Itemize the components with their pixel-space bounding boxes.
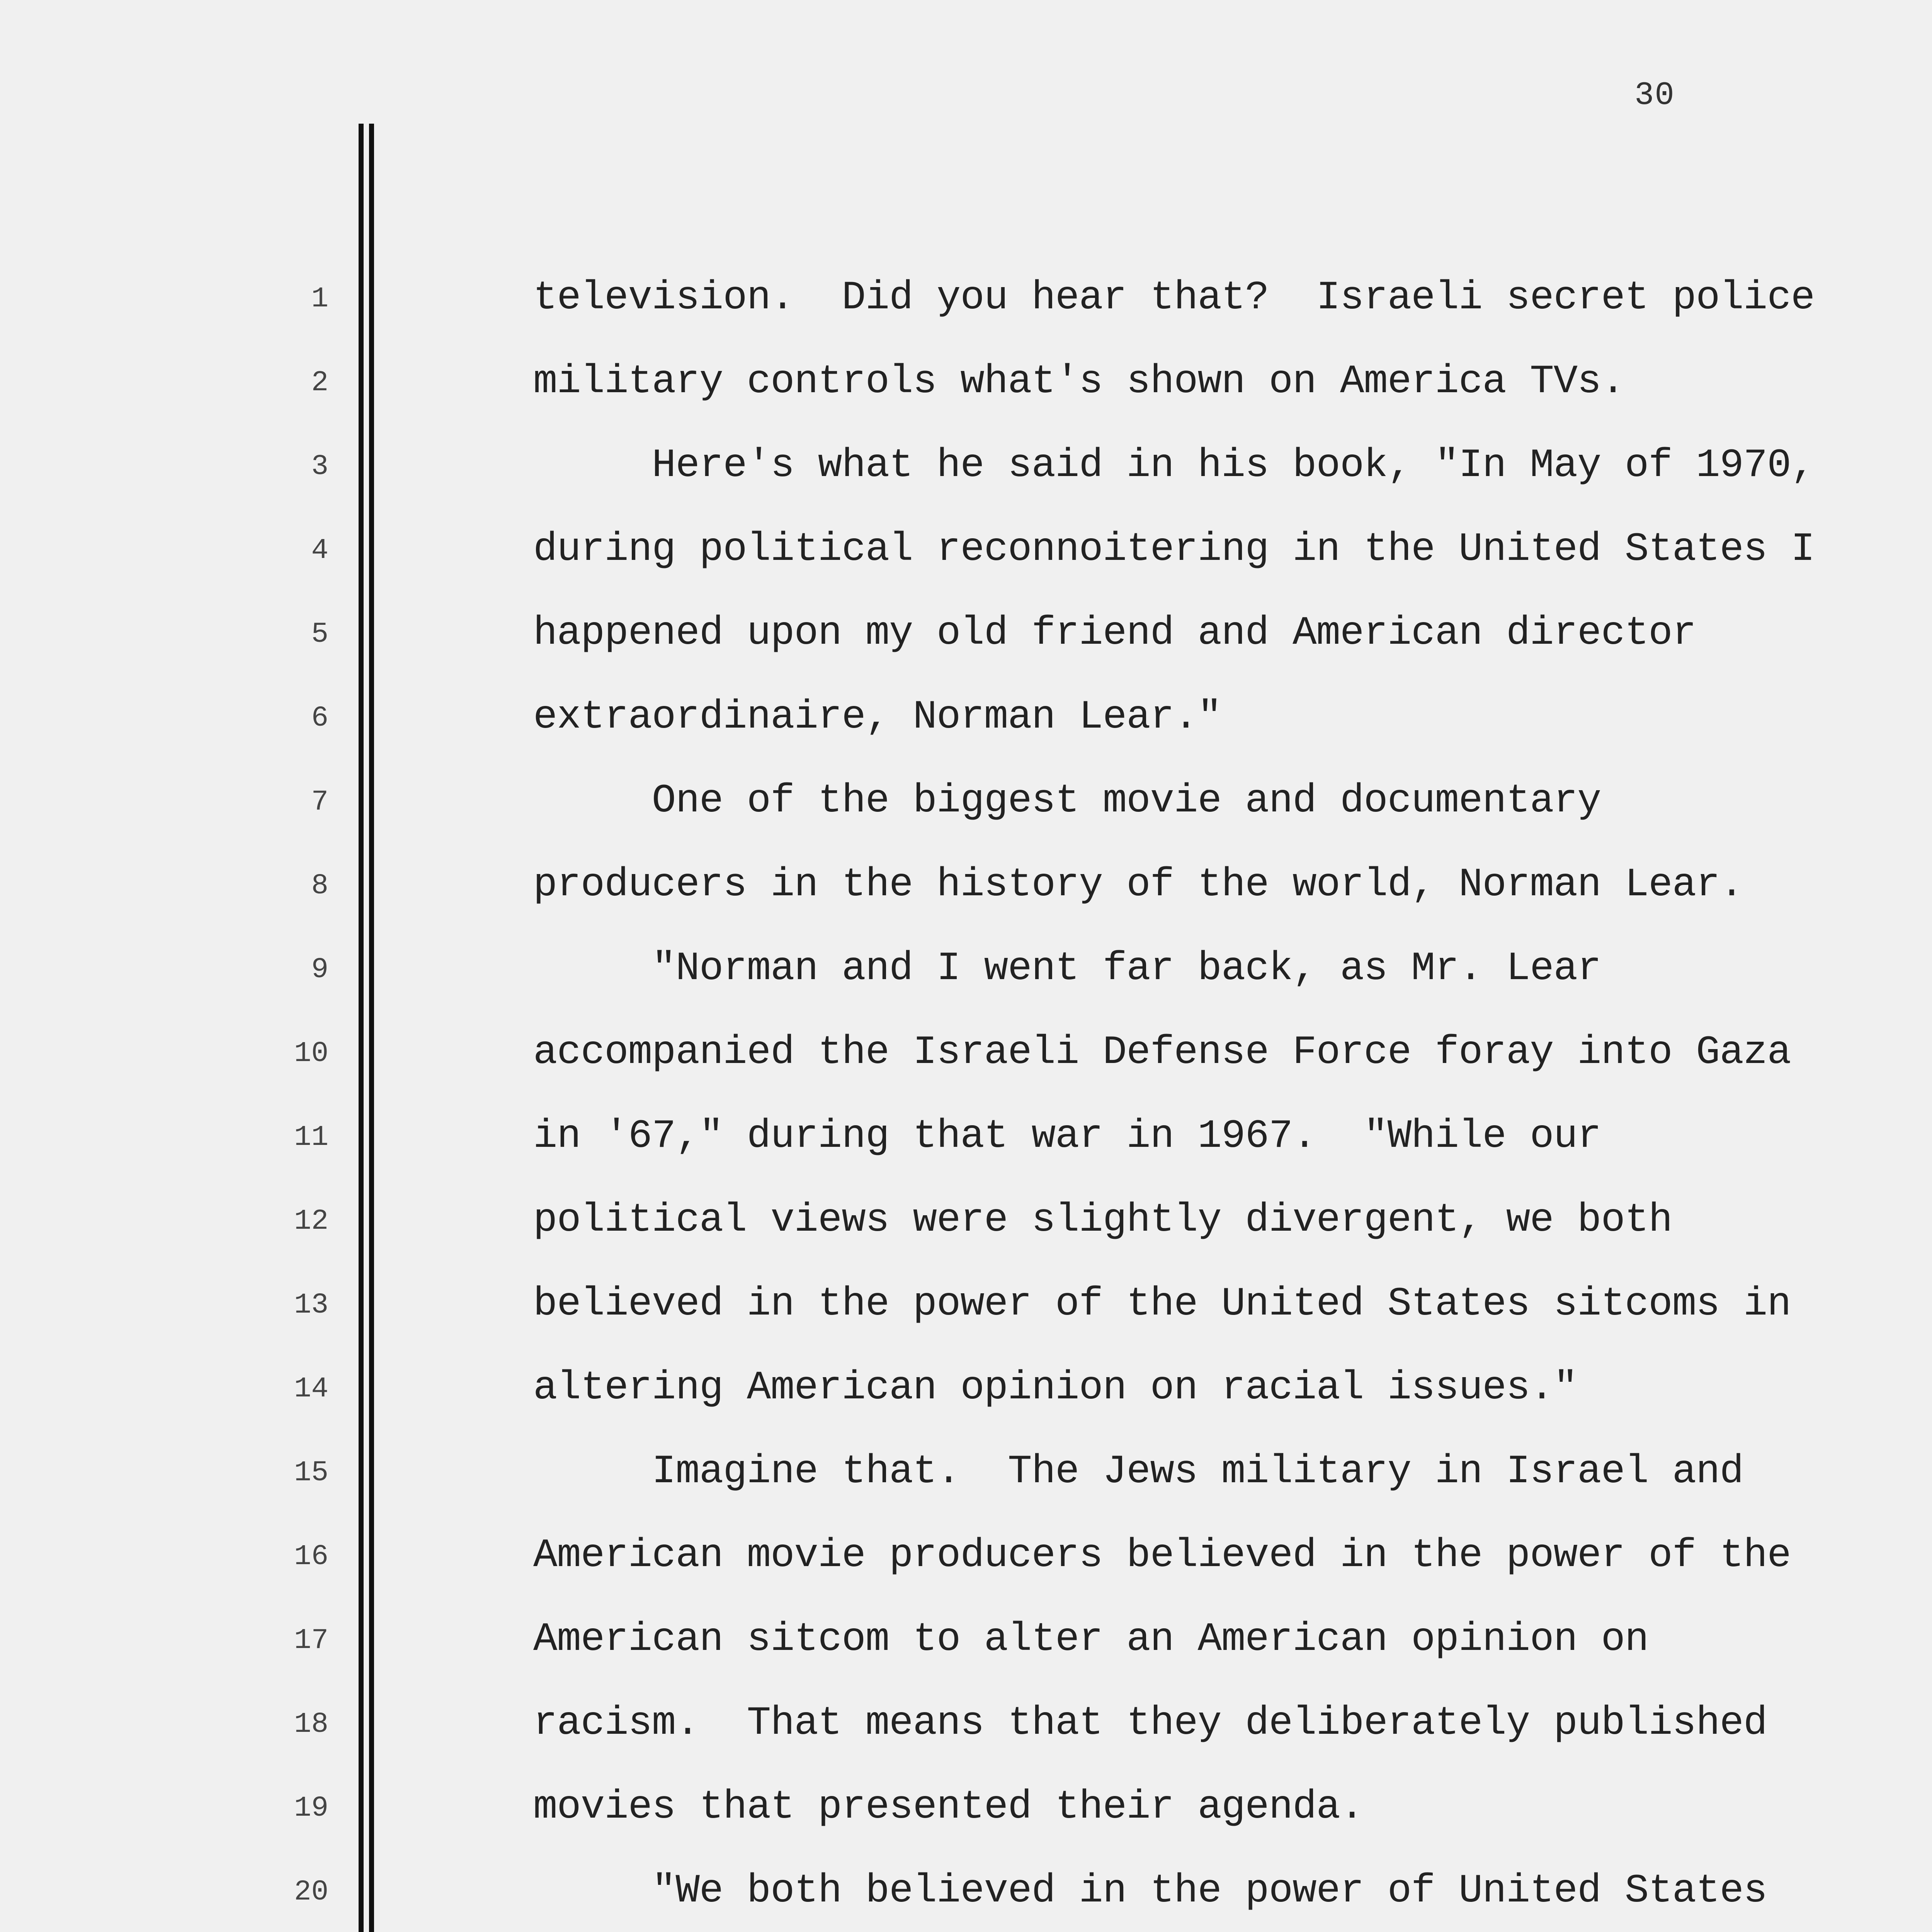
line-number: 13	[294, 1289, 328, 1321]
transcript-line: One of the biggest movie and documentary	[533, 778, 1601, 824]
transcript-line: altering American opinion on racial issues."	[533, 1365, 1578, 1411]
line-number: 1	[311, 283, 328, 315]
transcript-line: extraordinaire, Norman Lear."	[533, 694, 1221, 740]
transcript-line: in '67," during that war in 1967. "While our	[533, 1114, 1601, 1159]
line-number: 16	[294, 1541, 328, 1573]
transcript-line: happened upon my old friend and American director	[533, 611, 1696, 656]
line-number: 3	[311, 451, 328, 483]
margin-rule-left	[359, 124, 364, 1932]
transcript-line: political views were slightly divergent, we both	[533, 1197, 1672, 1243]
transcript-line: Imagine that. The Jews military in Israel and	[533, 1449, 1743, 1495]
transcript-line: "We both believed in the power of United States	[533, 1868, 1767, 1914]
line-number: 8	[311, 870, 328, 902]
line-number: 19	[294, 1792, 328, 1825]
line-number: 6	[311, 702, 328, 735]
line-number: 9	[311, 954, 328, 986]
line-number: 17	[294, 1624, 328, 1657]
line-number: 14	[294, 1373, 328, 1405]
line-number: 7	[311, 786, 328, 818]
transcript-line: American movie producers believed in the power of the	[533, 1533, 1791, 1578]
line-number: 11	[294, 1121, 328, 1154]
transcript-line: Here's what he said in his book, "In May of 1970,	[533, 443, 1815, 488]
line-number: 15	[294, 1457, 328, 1489]
line-number: 12	[294, 1205, 328, 1238]
transcript-line: during political reconnoitering in the United States I	[533, 527, 1815, 572]
page-number: 30	[1634, 77, 1675, 114]
line-number: 4	[311, 534, 328, 567]
margin-rule-right	[369, 124, 374, 1932]
transcript-line: military controls what's shown on America TVs.	[533, 359, 1625, 405]
transcript-line: television. Did you hear that? Israeli secret police	[533, 275, 1815, 321]
transcript-line: "Norman and I went far back, as Mr. Lear	[533, 946, 1601, 992]
line-number: 10	[294, 1037, 328, 1070]
transcript-line: racism. That means that they deliberately published	[533, 1701, 1767, 1746]
line-number: 5	[311, 618, 328, 651]
line-number: 20	[294, 1876, 328, 1908]
line-number: 18	[294, 1708, 328, 1741]
transcript-line: movies that presented their agenda.	[533, 1784, 1364, 1830]
transcript-line: American sitcom to alter an American opinion on	[533, 1617, 1649, 1662]
transcript-line: accompanied the Israeli Defense Force foray into Gaza	[533, 1030, 1791, 1075]
transcript-line: believed in the power of the United States sitcoms in	[533, 1281, 1791, 1327]
transcript-line: producers in the history of the world, Norman Lear.	[533, 862, 1743, 908]
line-number: 2	[311, 367, 328, 399]
